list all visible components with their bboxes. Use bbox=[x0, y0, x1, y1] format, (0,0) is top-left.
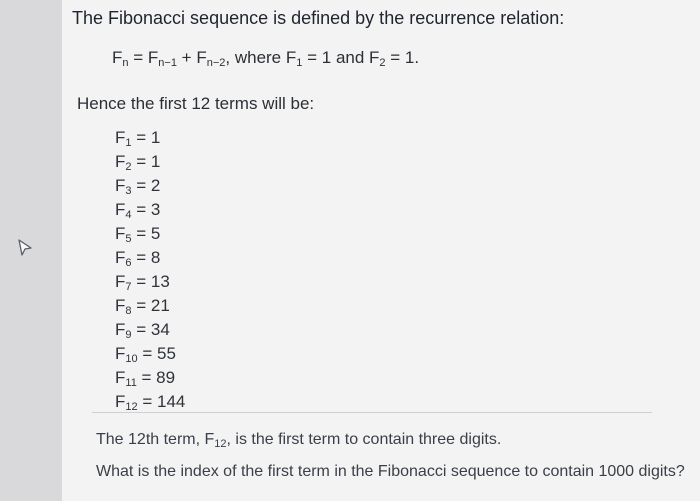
term-item: $F_8 = 21$ bbox=[115, 296, 170, 317]
term-item: $F_9 = 34$ bbox=[115, 320, 170, 341]
recurrence-formula: $F_n = F_{n-1} + F_{n-2}$, where $F_1 = 1$ and $F_2 = 1$. bbox=[112, 48, 420, 69]
term-item: $F_6 = 8$ bbox=[115, 248, 161, 269]
conclusion-text: The 12th term, $F_{12}$, is the first term to contain three digits. bbox=[96, 431, 502, 450]
term-item: $F_3 = 2$ bbox=[115, 176, 161, 197]
term-item: $F_2 = 1$ bbox=[115, 152, 161, 173]
term-item: $F_{11} = 89$ bbox=[115, 368, 176, 389]
problem-title: The Fibonacci sequence is defined by the recurrence relation: bbox=[72, 8, 565, 28]
term-item: $F_5 = 5$ bbox=[115, 224, 161, 245]
term-item: $F_{12} = 144$ bbox=[115, 392, 186, 413]
terms-intro: Hence the first 12 terms will be: bbox=[77, 94, 315, 113]
term-item: $F_4 = 3$ bbox=[115, 200, 161, 221]
mouse-pointer-icon bbox=[14, 237, 36, 259]
term-item: $F_1 = 1$ bbox=[115, 128, 161, 149]
term-item: $F_7 = 13$ bbox=[115, 272, 170, 293]
terms-list bbox=[115, 126, 185, 414]
term-item: $F_{10} = 55$ bbox=[115, 344, 176, 365]
question-text: What is the index of the first term in the Fibonacci sequence to contain 1000 digits? bbox=[96, 463, 685, 480]
